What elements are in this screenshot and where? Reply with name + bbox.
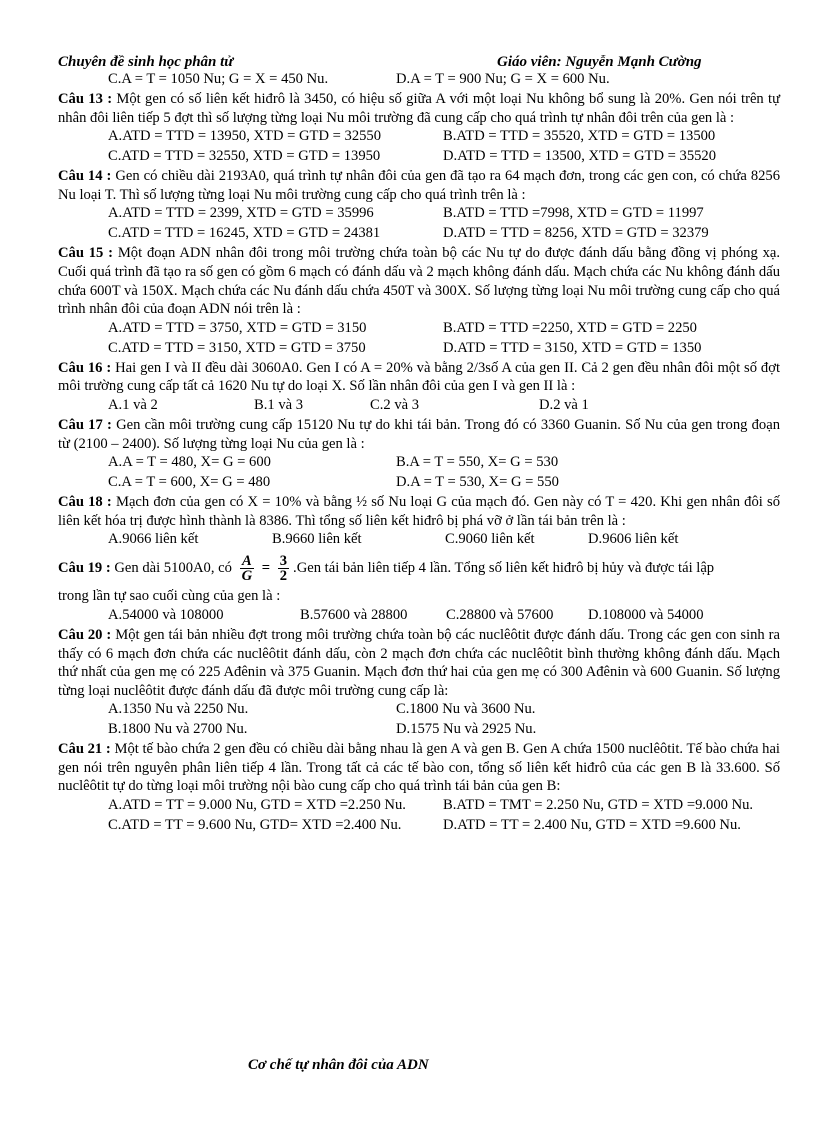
page-content <box>58 70 780 836</box>
options-row <box>58 204 780 224</box>
equals-sign: = <box>261 560 271 577</box>
carry-over-options <box>58 70 780 90</box>
option-b: B.ATD = TTD =2250, XTD = GTD = 2250 <box>443 319 697 336</box>
option-d: D.ATD = TTD = 3150, XTD = GTD = 1350 <box>443 339 702 356</box>
question-label: Câu 21 : <box>58 741 111 758</box>
option-b: B.57600 và 28800 <box>300 606 408 623</box>
page-footer: Cơ chế tự nhân đôi của ADN <box>248 1057 429 1073</box>
option-d: D.A = T = 900 Nu; G = X = 600 Nu. <box>396 71 610 87</box>
options-row <box>58 339 780 359</box>
options-row <box>58 816 780 836</box>
option-d: D.ATD = TTD = 8256, XTD = GTD = 32379 <box>443 225 709 242</box>
options-row <box>58 473 780 493</box>
header-right: Giáo viên: Nguyễn Mạnh Cường <box>497 54 702 70</box>
question-text: Một gen có số liên kết hiđrô là 3450, có hiệu số giữa A với một loại Nu không bổ sung là 20%. Gen nói trên tự nhân đôi liên tiếp 5 đợt thì số lượng từng loại Nu môi trường đã cung cấp cho quá trình tự nhân đôi trên của gen là : <box>58 91 781 126</box>
option-a: A.ATD = TTD = 2399, XTD = GTD = 35996 <box>108 205 374 222</box>
options-row <box>58 796 780 816</box>
question-20 <box>58 626 780 700</box>
fraction-a-over-g <box>240 554 255 583</box>
option-a: A.9066 liên kết <box>108 531 199 548</box>
options-row <box>58 453 780 473</box>
option-a: A.A = T = 480, X= G = 600 <box>108 454 271 471</box>
question-19-line2: trong lần tự sao cuối cùng của gen là : <box>58 588 281 605</box>
question-text: Một gen tái bản nhiều đợt trong môi trường chứa toàn bộ các nuclêôtit được đánh dấu. Trong các gen con sinh ra thấy có 6 mạch đơn chứa các nuclêôtit đánh dấu, còn 2 mạch đơn chứa các nuclêôtit bình thường không đánh dấu. Mạch thứ nhất của gen mẹ có 225 Ađênin và 375 Guanin. Mạch đơn thứ hai của gen mẹ có 300 Ađênin và 600 Guanin. Số lượng từng loại nuclêôtit được đánh dấu đã được môi trường cung cấp là: <box>58 626 780 699</box>
question-text: Hai gen I và II đều dài 3060A0. Gen I có A = 20% và bằng 2/3số A của gen II. Cả 2 gen đều nhân đôi một số đợt môi trường cung cấp tất cả 1620 Nu tự do loại X. Số lần nhân đôi của gen I và gen II là : <box>58 359 781 395</box>
option-a: A.1350 Nu và 2250 Nu. <box>108 701 249 718</box>
option-c: C.ATD = TTD = 32550, XTD = GTD = 13950 <box>108 148 381 165</box>
option-b: B.1800 Nu và 2700 Nu. <box>108 721 248 738</box>
header-left: Chuyên đề sinh học phân tử <box>58 54 234 70</box>
question-label: Câu 16 : <box>58 359 112 376</box>
options-row <box>58 530 780 550</box>
options-row <box>58 224 780 244</box>
option-d: D.108000 và 54000 <box>588 606 704 623</box>
option-d: D.2 và 1 <box>539 396 589 413</box>
options-row <box>58 700 780 720</box>
option-c: C.A = T = 1050 Nu; G = X = 450 Nu. <box>108 71 329 87</box>
question-label: Câu 17 : <box>58 416 112 433</box>
option-d: D.A = T = 530, X= G = 550 <box>396 474 559 491</box>
options-row <box>58 606 780 626</box>
question-text: Gen cần môi trường cung cấp 15120 Nu tự do khi tái bản. Trong đó có 3360 Guanin. Số Nu của gen trong đoạn từ (2100 – 2400). Số lượng từng loại Nu của gen là : <box>58 416 781 452</box>
question-text: Gen có chiều dài 2193A0, quá trình tự nhân đôi của gen đã tạo ra 64 mạch đơn, trong các gen con, có chứa 8256 Nu loại T. Thì số lượng từng loại Nu môi trường cung cấp cho quá trình trên là : <box>58 168 781 203</box>
option-a: A.1 và 2 <box>108 396 158 413</box>
option-a: A.54000 và 108000 <box>108 606 224 623</box>
question-21 <box>58 740 780 796</box>
option-b: B.ATD = TMT = 2.250 Nu, GTD = XTD =9.000 Nu. <box>443 797 754 814</box>
option-d: D.9606 liên kết <box>588 531 679 548</box>
options-row <box>58 127 780 147</box>
question-16 <box>58 359 780 396</box>
option-c: C.ATD = TT = 9.600 Nu, GTD= XTD =2.400 Nu. <box>108 817 402 834</box>
fraction-ratio <box>278 554 289 583</box>
option-c: C.28800 và 57600 <box>446 606 554 623</box>
options-row <box>58 147 780 167</box>
options-row <box>58 319 780 339</box>
option-b: B.ATD = TTD =7998, XTD = GTD = 11997 <box>443 205 704 222</box>
question-text: .Gen tái bản liên tiếp 4 lần. Tổng số liên kết hiđrô bị hủy và được tái lập <box>293 560 715 577</box>
question-13 <box>58 90 780 127</box>
question-label: Câu 14 : <box>58 168 112 185</box>
option-c: C.1800 Nu và 3600 Nu. <box>396 701 536 718</box>
question-14 <box>58 167 780 204</box>
option-a: A.ATD = TTD = 3750, XTD = GTD = 3150 <box>108 319 367 336</box>
question-text: Một tế bào chứa 2 gen đều có chiều dài bằng nhau là gen A và gen B. Gen A chứa 1500 nuclêôtit. Tế bào chứa hai gen nói trên nguyên phân liên tiếp 4 lần. Trong tất cả các tế bào con, tổng số liên kết hiđrô của các gen B là 33.600. Số nuclêôtit tự do từng loại môi trường nội bào cung cấp cho quá trình tái bản của gen B: <box>58 741 780 795</box>
option-a: A.ATD = TT = 9.000 Nu, GTD = XTD =2.250 Nu. <box>108 797 406 814</box>
question-17 <box>58 416 780 453</box>
option-b: B.ATD = TTD = 35520, XTD = GTD = 13500 <box>443 128 716 145</box>
option-c: C.A = T = 600, X= G = 480 <box>108 474 271 491</box>
question-label: Câu 19 : <box>58 560 111 577</box>
option-a: A.ATD = TTD = 13950, XTD = GTD = 32550 <box>108 128 382 145</box>
question-19 <box>58 554 780 583</box>
option-d: D.1575 Nu và 2925 Nu. <box>396 721 537 738</box>
fraction-denominator: 2 <box>279 568 288 585</box>
option-d: D.ATD = TTD = 13500, XTD = GTD = 35520 <box>443 148 717 165</box>
option-b: B.9660 liên kết <box>272 531 362 548</box>
question-label: Câu 15 : <box>58 245 114 262</box>
question-label: Câu 13 : <box>58 91 113 107</box>
option-c: C.2 và 3 <box>370 396 420 413</box>
question-label: Câu 20 : <box>58 626 112 643</box>
question-text: Mạch đơn của gen có X = 10% và bằng ½ số Nu loại G của mạch đó. Gen này có T = 420. Khi gen nhân đôi số liên kết hóa trị được hình thành là 8386. Thì tổng số liên kết hiđrô bị phá vỡ ở lần tái bản trên là : <box>58 494 780 529</box>
option-b: B.1 và 3 <box>254 396 304 413</box>
question-label: Câu 18 : <box>58 494 112 511</box>
option-c: C.ATD = TTD = 16245, XTD = GTD = 24381 <box>108 225 381 242</box>
option-b: B.A = T = 550, X= G = 530 <box>396 454 559 471</box>
option-c: C.ATD = TTD = 3150, XTD = GTD = 3750 <box>108 339 366 356</box>
options-row <box>58 396 780 416</box>
fraction-numerator: A <box>240 554 255 569</box>
question-text: Gen dài 5100A0, có <box>114 560 232 577</box>
question-15 <box>58 244 780 318</box>
fraction-denominator: G <box>241 568 253 585</box>
option-d: D.ATD = TT = 2.400 Nu, GTD = XTD =9.600 Nu. <box>443 817 741 834</box>
question-text: Một đoạn ADN nhân đôi trong môi trường chứa toàn bộ các Nu tự do được đánh dấu bằng đồng vị phóng xạ. Cuối quá trình đã tạo ra số gen có gồm 6 mạch có đánh dấu và 2 mạch không đánh dấu. Mạch chứa các Nu không đánh dấu chứa 600T và 150X. Mạch chứa các Nu đánh dấu chứa 450T và 300X. Số lượng từng loại Nu môi trường cung cấp cho quá trình nhân đôi của đoạn ADN nói trên là : <box>58 245 781 318</box>
fraction-numerator: 3 <box>279 553 288 570</box>
option-c: C.9060 liên kết <box>445 531 535 548</box>
question-18 <box>58 493 780 530</box>
options-row <box>58 720 780 740</box>
